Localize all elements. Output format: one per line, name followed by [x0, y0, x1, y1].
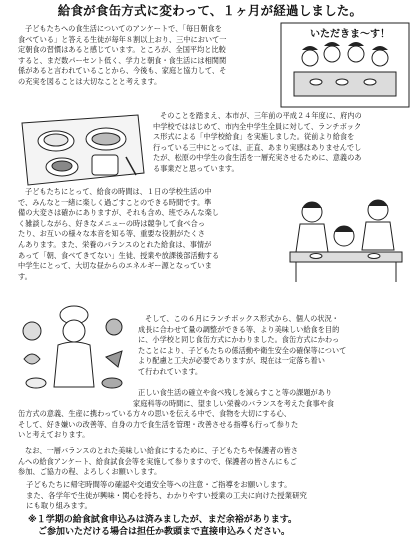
text-line: に、小学校と同じ食缶方式にかわりました。食缶方式にかわっ: [138, 335, 340, 345]
note-line: にも取り組みます。: [26, 501, 92, 510]
tasting-session-callout: [28, 514, 297, 538]
text-line: 定朝食の習慣はあると感じています。ところが、全国平均と比較: [18, 45, 226, 55]
text-line: 係があると言われていることから、今後も、家庭と協力して、そ: [18, 66, 227, 76]
students-eating-drawing: [280, 22, 410, 108]
text-line: ス形式による「中学校給食」を実施しました。従前より給食を: [153, 132, 355, 142]
paragraph-school-lunch-history: [153, 111, 362, 175]
text-line: 行っている三中にとっては、正直、あまり実感はありませんでし: [153, 142, 362, 152]
text-line: 中学校でははじめて、市内全中学生全員に対して、ランチボック: [153, 121, 362, 131]
paragraph-lunch-time: [18, 187, 219, 282]
text-line: すると、まだ数パーセント低く、学力と朝食・食生活には相関関: [18, 55, 227, 65]
notes-block: [26, 480, 307, 512]
text-line: あって「朝、食べてきてない」生徒、授業や放課後部活動する: [18, 250, 220, 260]
note-line: 子どもたちに帰宅時間等の確認や交通安全等への注意・ご指導をお願いします。: [26, 480, 292, 489]
cook-illustration: [14, 301, 132, 393]
text-line: より配慮と工夫が必要でありますが、現在は一定落ち着い: [138, 356, 325, 366]
text-line: る事業だと思っています。: [153, 163, 239, 173]
text-line: 成長に合わせて量の調整ができる等、より美味しい給食を目的: [138, 324, 340, 334]
text-line: たり、お互いの様々な本音を知る等、重要な役割がたくさ: [18, 229, 205, 239]
text-line: 家庭科等の時間に、望ましい栄養のバランスを考えた食事や食: [133, 398, 335, 408]
text-line: 食べている」と答える生徒が毎年８割以上おり、三中において一: [18, 34, 227, 44]
paragraph-container-method: [138, 314, 346, 378]
text-line: 缶方式の意義、生産に携わっている方々の思いを伝える中で、食物を大切にする心、: [18, 409, 291, 419]
callout-line: ※１学期の給食試食申込みは済みましたが、まだ余裕があります。: [28, 515, 298, 525]
text-line: 正しい食生活の確立や食べ残しを減らすこと等の課題があり: [138, 388, 333, 397]
text-line: 子どもたちにとって、給食の時間は、１日の学校生活の中: [25, 187, 212, 196]
text-line: 中学生にとって、大切な昼からのエネルギー源となっていま: [18, 261, 212, 271]
text-line: て行われています。: [138, 366, 203, 376]
cook-drawing: [14, 301, 132, 393]
paragraph-survey-request: [18, 446, 298, 478]
lunch-tray-drawing: [12, 107, 148, 191]
lunch-tray-illustration: [12, 107, 148, 191]
text-line: たが、松原の中学生の食生活を一層充実させるために、意義のあ: [153, 153, 362, 163]
text-line: んへの給食アンケート、給食試食会等を実施して参りますので、保護者の皆さんにもご: [18, 456, 297, 466]
text-line: そして、この６月にランチボックス形式から、個人の状況・: [145, 314, 339, 323]
text-line: の充実を図ることは大切なことと考えます。: [18, 76, 162, 86]
text-line: そして、好き嫌いの改善等、自身の力で食生活を管理・改善させる指導も行って参りた: [18, 419, 299, 429]
paragraph-breakfast-survey: [18, 24, 226, 88]
text-line: そのことを踏まえ、本市が、三年前の平成２４年度に、府内の: [160, 111, 362, 120]
text-line: んあります。また、栄養のバランスのとれた給食は、事情が: [18, 239, 212, 249]
text-line: く雑談しながら、好きなメニューの時は競争して食べ合っ: [18, 218, 205, 228]
illustration-caption: いただきま～す！: [310, 29, 390, 40]
classroom-lunch-drawing: [282, 190, 410, 286]
text-line: いと考えております。: [18, 430, 90, 440]
classroom-lunch-illustration: [282, 190, 410, 286]
note-line: また、各学年で生徒が興味・関心を持ち、わかりやすい授業の工夫に向けた授業研究: [26, 490, 307, 500]
text-line: なお、一層バランスのとれた美味しい給食にするために、子どもたちや保護者の皆さ: [25, 446, 298, 455]
text-line: 参加、ご協力の程、よろしくお願いします。: [18, 467, 162, 477]
text-line: 子どもたちへの食生活についてのアンケートで、「毎日朝食を: [25, 24, 222, 33]
text-line: たことにより、子どもたちの係活動や衛生安全の確保等について: [138, 345, 347, 355]
page-title: 給食が食缶方式に変わって、１ヶ月が経過しました。: [57, 3, 363, 18]
text-line: す。: [18, 271, 32, 281]
text-line: 備の大変さは確かにありますが、それも含め、班でみんな楽し: [18, 208, 219, 218]
paragraph-dietary-education: [18, 388, 334, 441]
callout-line: ご参加いただける場合は担任か教頭まで直接申込みください。: [38, 527, 291, 537]
students-eating-illustration: [280, 22, 410, 108]
text-line: で、みんなと一緒に楽しく過ごすことのできる時間です。準: [18, 197, 212, 207]
